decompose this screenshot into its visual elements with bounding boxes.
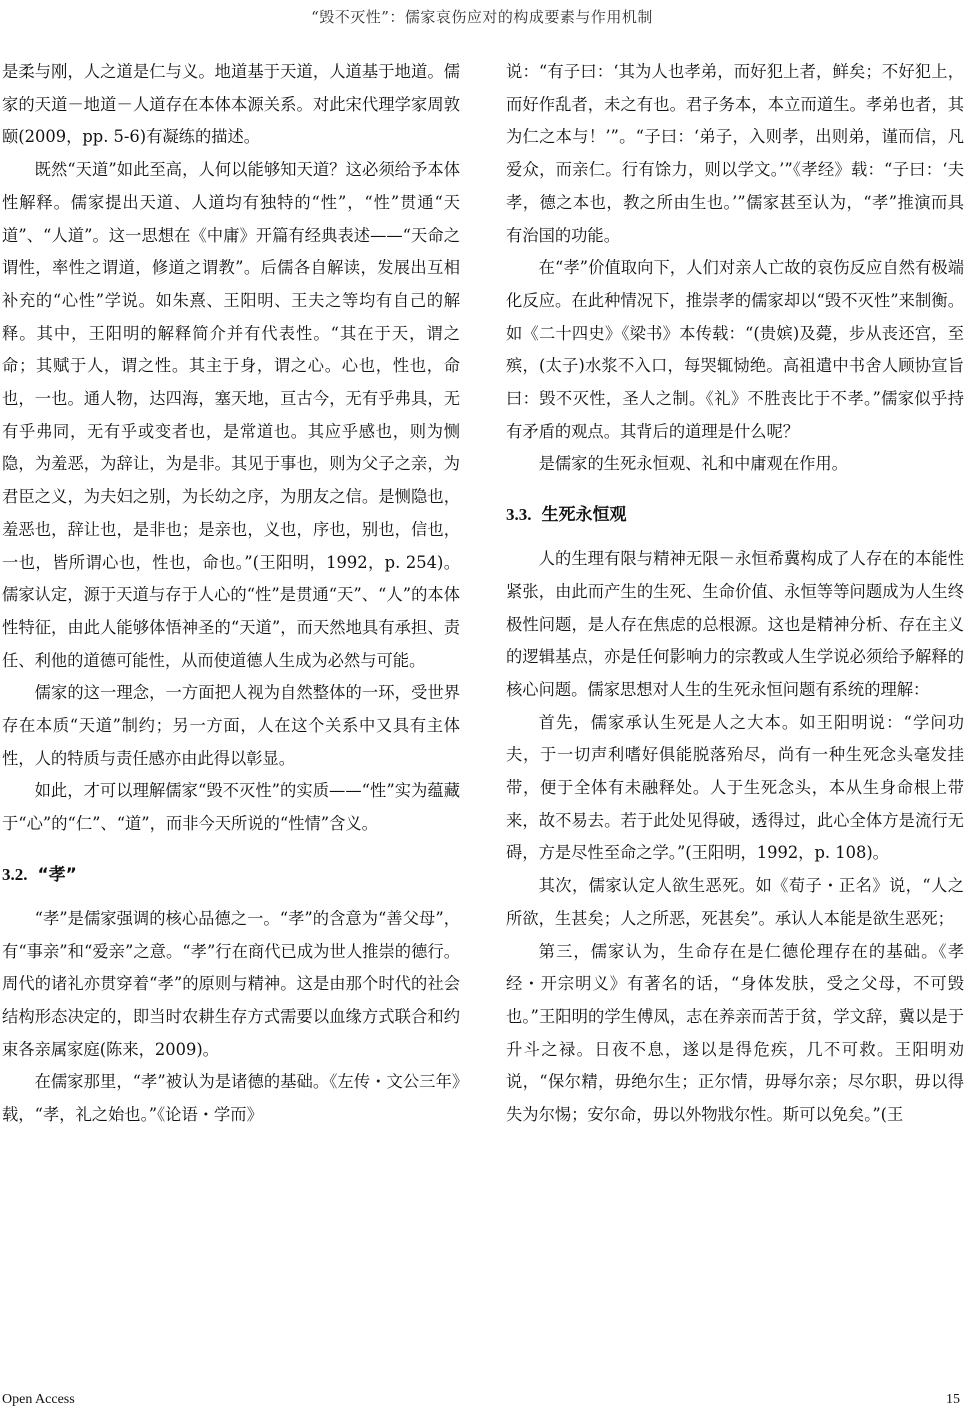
- paragraph: 其次，儒家认定人欲生恶死。如《荀子・正名》说，“人之所欲，生甚矣；人之所恶，死甚矣”。承认人本能是欲生恶死；: [506, 876, 964, 928]
- paragraph: 说：“有子曰：‘其为人也孝弟，而好犯上者，鲜矣；不好犯上，而好作乱者，未之有也。君子务本，本立而道生。孝弟也者，其为仁之本与！’”。“子曰：‘弟子，入则孝，出则弟，谨而信，凡爱众，而亲仁。行有馀力，则以学文。’”《孝经》载：“子曰：‘夫孝，德之本也，教之所由生也。’”儒家甚至认为，“孝”推演而具有治国的功能。: [506, 62, 964, 245]
- paragraph: 在“孝”价值取向下，人们对亲人亡故的哀伤反应自然有极端化反应。在此种情况下，推崇孝的儒家却以“毁不灭性”来制衡。如《二十四史》《梁书》本传载：“(贵嫔)及薨，步从丧还宫，至殡，(太子)水浆不入口，每哭辄恸绝。高祖遣中书舍人顾协宣旨曰：毁不灭性，圣人之制。《礼》不胜丧比于不孝。”儒家似乎持有矛盾的观点。其背后的道理是什么呢？: [506, 258, 964, 441]
- paragraph: 是儒家的生死永恒观、礼和中庸观在作用。: [538, 454, 848, 474]
- running-header-title: “毁不灭性”：儒家哀伤应对的构成要素与作用机制: [311, 8, 653, 26]
- section-heading-3-3: [506, 499, 964, 531]
- paragraph: 既然“天道”如此至高，人何以能够知天道？这必须给予本体性解释。儒家提出天道、人道均有独特的“性”，“性”贯通“天道”、“人道”。这一思想在《中庸》开篇有经典表述——“天命之谓性，率性之谓道，修道之谓教”。后儒各自解读，发展出互相补充的“心性”学说。如朱熹、王阳明、王夫之等均有自己的解释。其中，王阳明的解释简介并有代表性。“其在于天，谓之命；其赋于人，谓之性。其主于身，谓之心。心也，性也，命也，一也。通人物，达四海，塞天地，亘古今，无有乎弗具，无有乎弗同，无有乎或变者也，是常道也。其应乎感也，则为恻隐，为羞恶，为辞让，为是非。其见于事也，则为父子之亲，为君臣之义，为夫妇之别，为长幼之序，为朋友之信。是恻隐也，羞恶也，辞让也，是非也；是亲也，义也，序也，别也，信也，一也，皆所谓心也，性也，命也。”(王阳明，1992，p. 254)。儒家认定，源于天道与存于人心的“性”是贯通“天”、“人”的本体性特征，由此人能够体悟神圣的“天道”，而天然地具有承担、责任、利他的道德可能性，从而使道德人生成为必然与可能。: [2, 160, 460, 670]
- footer-page-number: 15: [946, 1392, 960, 1407]
- section-number: 3.2.: [2, 864, 28, 884]
- footer-journal-label: Open Access: [2, 1392, 75, 1407]
- section-heading-3-2: [2, 859, 460, 891]
- section-title: 生死永恒观: [541, 505, 627, 526]
- paragraph: 人的生理有限与精神无限－永恒希冀构成了人存在的本能性紧张，由此而产生的生死、生命价值、永恒等等问题成为人生终极性问题，是人存在焦虑的总根源。这也是精神分析、存在主义的逻辑基点，亦是任何影响力的宗教或人生学说必须给予解释的核心问题。儒家思想对人生的生死永恒问题有系统的理解：: [506, 549, 964, 699]
- paragraph: 第三，儒家认为，生命存在是仁德伦理存在的基础。《孝经・开宗明义》有著名的话，“身体发肤，受之父母，不可毁也。”王阳明的学生傅凤，志在养亲而苦于贫，学文辞，冀以是于升斗之禄。日夜不息，遂以是得危疾，几不可救。王阳明劝说，“保尔精，毋绝尔生；正尔情，毋辱尔亲；尽尔职，毋以得失为尔惕；安尔命，毋以外物戕尔性。斯可以免矣。”(王: [506, 941, 964, 1125]
- section-title: “孝”: [37, 864, 77, 885]
- section-number: 3.3.: [506, 505, 532, 525]
- paragraph: 首先，儒家承认生死是人之大本。如王阳明说：“学问功夫，于一切声利嗜好俱能脱落殆尽，尚有一种生死念头毫发挂带，便于全体有未融释处。人于生死念头，本从生身命根上带来，故不易去。若于此处见得破，透得过，此心全体方是流行无碍，方是尽性至命之学。”(王阳明，1992，p. 108)。: [506, 712, 964, 863]
- right-column: [506, 56, 964, 1132]
- paragraph: 儒家的这一理念，一方面把人视为自然整体的一环，受世界存在本质“天道”制约；另一方面，人在这个关系中又具有主体性，人的特质与责任感亦由此得以彰显。: [2, 683, 460, 768]
- paragraph: 是柔与刚，人之道是仁与义。地道基于天道，人道基于地道。儒家的天道－地道－人道存在本体本源关系。对此宋代理学家周敦颐(2009，pp. 5-6)有凝练的描述。: [2, 62, 460, 147]
- left-column: [2, 56, 460, 1132]
- paragraph: 在儒家那里，“孝”被认为是诸德的基础。《左传・文公三年》载，“孝，礼之始也。”《论语・学而》: [2, 1072, 460, 1125]
- paragraph: 如此，才可以理解儒家“毁不灭性”的实质——“性”实为蕴藏于“心”的“仁”、“道”，而非今天所说的“性情”含义。: [2, 781, 460, 834]
- paragraph: “孝”是儒家强调的核心品德之一。“孝”的含意为“善父母”，有“事亲”和“爱亲”之意。“孝”行在商代已成为世人推崇的德行。周代的诸礼亦贯穿着“孝”的原则与精神。这是由那个时代的社会结构形态决定的，即当时农耕生存方式需要以血缘方式联合和约束各亲属家庭(陈来，2009)。: [2, 908, 460, 1059]
